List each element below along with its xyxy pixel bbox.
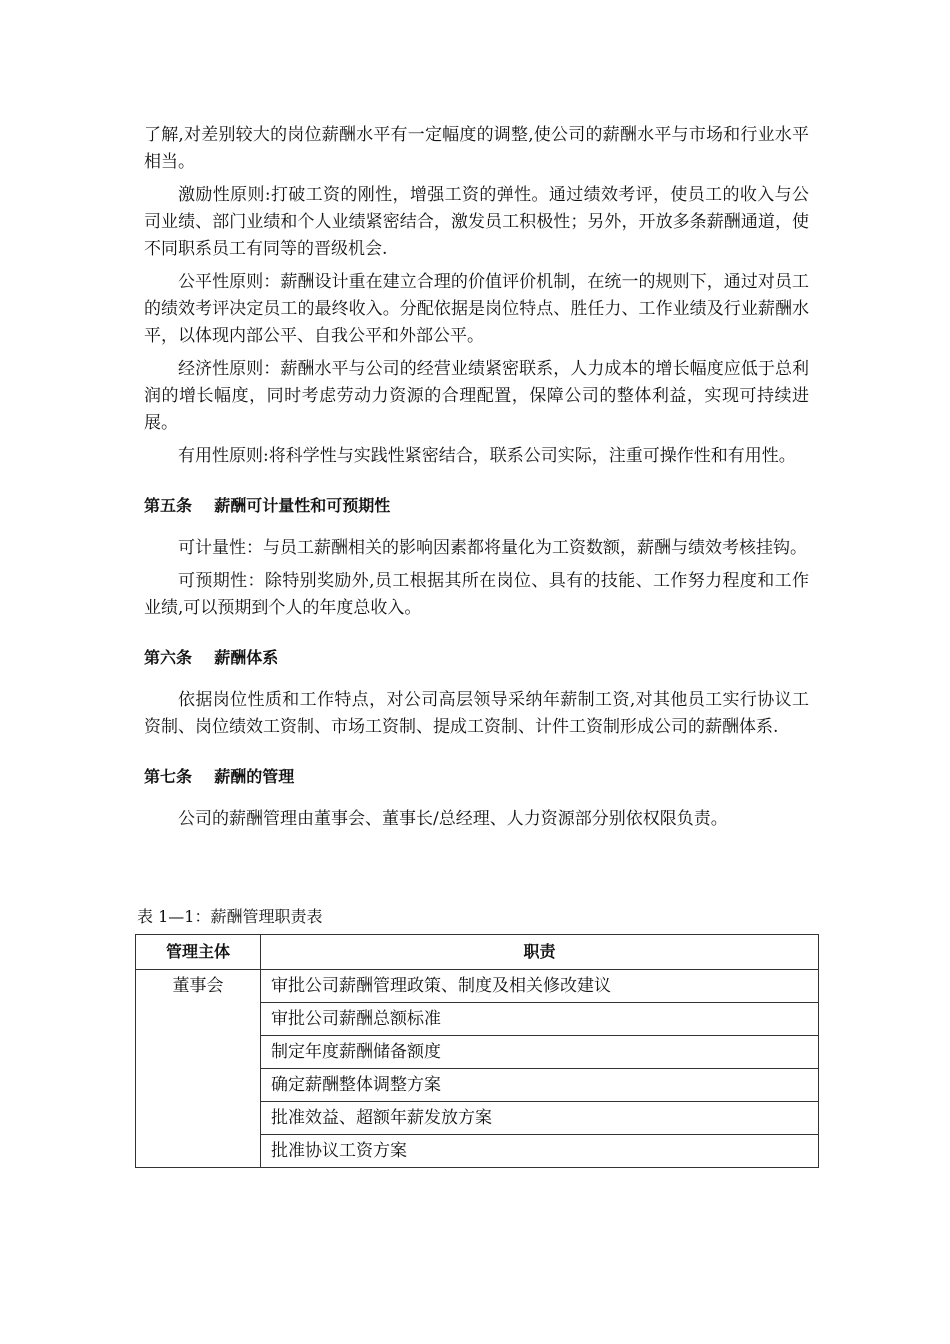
document-body <box>144 122 809 839</box>
paragraph-market-continuation: 了解,对差别较大的岗位薪酬水平有一定幅度的调整,使公司的薪酬水平与市场和行业水平相当。 <box>144 125 809 172</box>
paragraph-economy-principle: 经济性原则：薪酬水平与公司的经营业绩紧密联系，人力成本的增长幅度应低于总利润的增长幅度，同时考虑劳动力资源的合理配置，保障公司的整体利益，实现可持续进展。 <box>144 359 809 433</box>
table-header-row <box>136 935 819 970</box>
salary-duty-table <box>135 934 819 1168</box>
paragraph-salary-management: 公司的薪酬管理由董事会、董事长/总经理、人力资源部分别依权限负责。 <box>178 809 728 829</box>
table-row <box>136 970 819 1003</box>
paragraph-salary-system: 依据岗位性质和工作特点，对公司高层领导采纳年薪制工资,对其他员工实行协议工资制、岗位绩效工资制、市场工资制、提成工资制、计件工资制形成公司的薪酬体系. <box>144 690 809 737</box>
table-caption: 表 1—1：薪酬管理职责表 <box>137 907 323 926</box>
header-subject: 管理主体 <box>136 935 261 970</box>
article-7-heading: 第七条 薪酬的管理 <box>144 767 295 786</box>
duty-cell: 制定年度薪酬储备额度 <box>261 1036 819 1069</box>
paragraph-fairness-principle: 公平性原则：薪酬设计重在建立合理的价值评价机制，在统一的规则下，通过对员工的绩效考评决定员工的最终收入。分配依据是岗位特点、胜任力、工作业绩及行业薪酬水平，以体现内部公平、自我公平和外部公平。 <box>144 272 809 346</box>
article-5-heading: 第五条 薪酬可计量性和可预期性 <box>144 496 391 515</box>
duty-cell: 确定薪酬整体调整方案 <box>261 1069 819 1102</box>
duty-cell: 批准协议工资方案 <box>261 1135 819 1168</box>
subject-board: 董事会 <box>136 970 261 1168</box>
paragraph-predictability: 可预期性：除特别奖励外,员工根据其所在岗位、具有的技能、工作努力程度和工作业绩,可以预期到个人的年度总收入。 <box>144 571 809 618</box>
paragraph-incentive-principle: 激励性原则:打破工资的刚性，增强工资的弹性。通过绩效考评，使员工的收入与公司业绩、部门业绩和个人业绩紧密结合，激发员工积极性；另外，开放多条薪酬通道，使不同职系员工有同等的晋级机会. <box>144 185 809 259</box>
duty-cell: 审批公司薪酬管理政策、制度及相关修改建议 <box>261 970 819 1003</box>
duty-cell: 批准效益、超额年薪发放方案 <box>261 1102 819 1135</box>
header-duty: 职责 <box>261 935 819 970</box>
paragraph-practicality-principle: 有用性原则:将科学性与实践性紧密结合，联系公司实际，注重可操作性和有用性。 <box>178 446 796 466</box>
article-6-heading: 第六条 薪酬体系 <box>144 648 279 667</box>
duty-cell: 审批公司薪酬总额标准 <box>261 1003 819 1036</box>
paragraph-measurability: 可计量性：与员工薪酬相关的影响因素都将量化为工资数额，薪酬与绩效考核挂钩。 <box>178 538 807 558</box>
